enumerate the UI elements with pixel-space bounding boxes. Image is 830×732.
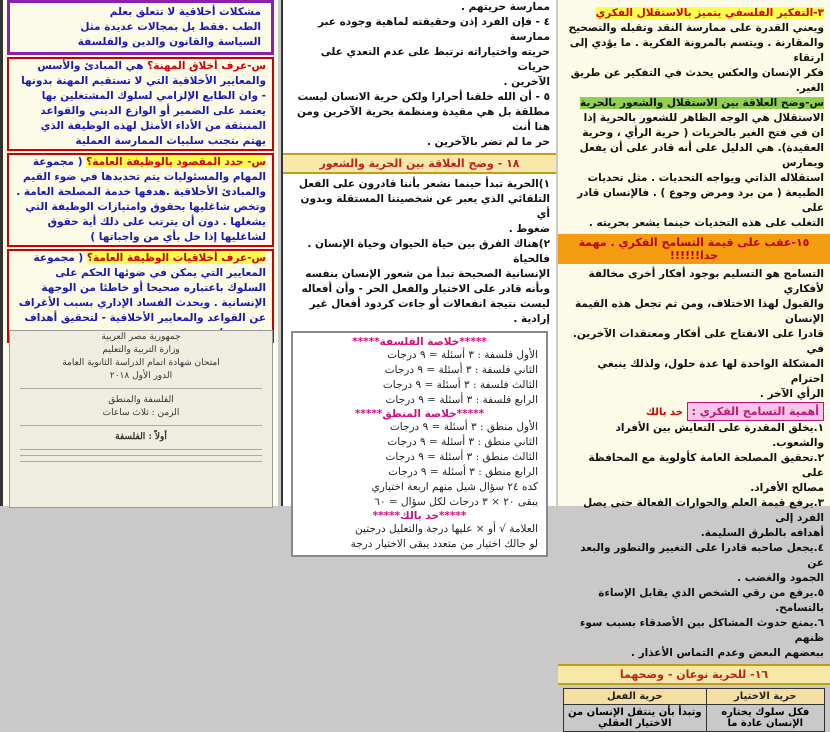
summary-title: *****خد بالك***** — [372, 510, 467, 522]
exam-line: الزمن : ثلاث ساعات — [102, 408, 180, 418]
importance-title: أهمية التسامح الفكري : — [687, 402, 824, 421]
public-job-ethics-box — [7, 249, 274, 343]
section-heading: ١٥-عقب على قيمة التسامح الفكري . مهمة جدا!!!!!! — [558, 234, 830, 264]
text-line: والمقارنة . ويتسم بالمرونة الفكرية . ما يؤدي إلى ارتقاء — [569, 37, 824, 64]
list-item: ٥.يرفع من رقي الشخص الذي يقابل الإساءة بالتسامح. — [598, 587, 824, 614]
column-right — [558, 0, 830, 729]
summary-line: الأول منطق : ٣ أسئلة = ٩ درجات — [389, 421, 538, 433]
exam-summary-box — [291, 331, 548, 557]
table-header-row — [564, 689, 825, 705]
section-heading: ٣-التفكير الفلسفي يتميز بالاستقلال الفكري — [595, 7, 824, 19]
divider — [20, 388, 262, 389]
list-item: مصالح الأفراد. — [750, 482, 824, 494]
text-line: حر ما لم تضر بالآخرين . — [426, 136, 550, 148]
importance-note: خد بالك — [645, 407, 683, 418]
note-line: مشكلات أخلاقية لا تتعلق بعلم — [109, 6, 261, 18]
table-cell: فكل سلوك يختاره الإنسان عادة ما — [706, 705, 824, 732]
summary-line: العلامة √ أو × عليها درجة والتعليل درجتين — [355, 523, 538, 535]
question-title: س- حدد المقصود بالوظيفة العامة؟ — [86, 156, 266, 168]
list-item: أهدافه بالطرق السليمة. — [700, 527, 824, 539]
divider — [20, 449, 262, 450]
answer-text: هي المبادئ والأسس والمعايير الأخلاقية التي لا تستقيم المهنة بدونها - وان الطابع الإلزامي لسلوك المشتغلين بها يعتمد على الضمير أو الوازع الديني والقواعد المنبثقة من الأداء الأمثل لهذه الوظيفة الذي يهتم بتجنب سلبيات الممارسة العملية — [21, 60, 266, 147]
summary-line: الثالث منطق : ٣ أسئلة = ٩ درجات — [385, 451, 538, 463]
text-line: قادرا على الانفتاح على أفكار ومعتقدات الآخرين. في — [572, 328, 824, 355]
text-line: ٢)هناك الفرق بين حياة الحيوان وحياة الإنسان . فالحياة — [307, 238, 550, 265]
divider — [20, 425, 262, 426]
table-cell: وتبدأ بأن ينتقل الإنسان من الاختيار العقلي — [564, 705, 707, 732]
list-item: ببعضهم البعض وعدم التماس الأعذار . — [630, 647, 824, 659]
list-item: ٦.يمنع حدوث المشاكل بين الأصدقاء بسبب سوء ظنهم — [580, 617, 824, 644]
question-title: س-عرف أخلاق المهنة؟ — [147, 60, 266, 72]
text-line: ممارسة حريتهم . — [460, 1, 550, 13]
exam-line: الفلسفة والمنطق — [108, 395, 174, 405]
exam-line: الدور الأول ٢٠١٨ — [109, 371, 173, 381]
text-line: مطلقة بل هي مقيدة ومنظمة بحرية الآخرين ومن هنا أنت — [296, 106, 550, 133]
text-line: ضغوط . — [508, 223, 550, 235]
ethics-note-box — [7, 0, 274, 55]
divider — [20, 455, 262, 456]
exam-line: جمهورية مصر العربية — [101, 332, 181, 342]
summary-line: الثاني منطق : ٣ أسئلة = ٩ درجات — [387, 436, 538, 448]
divider — [20, 461, 262, 462]
text-line: الإنسانية الصحيحة تبدأ من شعور الإنسان بنفسه — [305, 268, 550, 280]
list-item: ٢.تحقيق المصلحة العامة كأولوية مع المحافظة على — [588, 452, 824, 479]
text-line: الآخرين . — [503, 76, 550, 88]
section-heading: ١٦- للحرية نوعان - وضحهما — [558, 664, 830, 685]
summary-line: كده ٢٤ سؤال شيل منهم اربعة اختياري — [371, 481, 538, 493]
text-line: ١)الحرية تبدأ حينما نشعر بأننا قادرون على الفعل — [298, 178, 550, 190]
text-line: العقيدة). هي الدليل على أنه قادر على أن يفعل ويمارس — [579, 142, 824, 169]
text-line: فكر الإنسان والعكس يحدث في التفكير عن طريق الغير. — [570, 67, 824, 94]
freedom-types-table — [563, 688, 825, 732]
table-row — [564, 705, 825, 732]
column-middle — [281, 0, 556, 550]
summary-line: يبقى ٢٠ × ٣ درجات لكل سؤال = ٦٠ — [374, 496, 538, 508]
exam-line: وزارة التربية والتعليم — [102, 345, 180, 355]
text-line: والقبول لهذا الاختلاف، ومن ثم تجعل هذه القيمة الإنسان — [575, 298, 824, 325]
exam-line: امتحان شهادة اتمام الدراسة الثانوية العامة — [62, 358, 220, 368]
text-line: التسامح هو التسليم بوجود أفكار أخرى مخالفة لأفكاري — [588, 268, 824, 295]
text-line: استقلاله الذاتي ويواجه التحديات . مثل تحديات — [587, 172, 824, 184]
table-header: حرية الفعل — [564, 689, 707, 705]
summary-title: *****خلاصة الفلسفة***** — [352, 336, 487, 348]
column-left — [0, 0, 278, 506]
question-title: س-وضح العلاقة بين الاستقلال والشعور بالحرية — [580, 97, 824, 109]
text-line: الرأي الآخر . — [759, 388, 824, 400]
summary-line: الأول فلسفة : ٣ أسئلة = ٩ درجات — [387, 349, 538, 361]
list-item: ٤.يجعل صاحبه قادرا على التغيير والتطور والبعد عن — [580, 542, 824, 569]
section-heading: ١٨ - وضح العلاقة بين الحرية والشعور — [283, 153, 556, 174]
text-line: التغلب على هذه التحديات حينما يشعر بحريته . — [588, 217, 824, 229]
note-line: الطب .فقط بل بمجالات عديدة مثل — [80, 21, 261, 33]
public-job-box — [7, 153, 274, 247]
list-item: ١.يخلق المقدرة على التعايش بين الأفراد والشعوب. — [615, 422, 824, 449]
table-header: حرية الاختيار — [706, 689, 824, 705]
answer-text: ( مجموعة المعايير التي يمكن في ضوئها الحكم على السلوك باعتباره صحيحا أو خاطئا من الوجهة الإنسانية . ويحدث الفساد الإداري بسبب الأغراف عن القواعد والمعايير الأخلاقية - لتحقيق أهداف — [18, 252, 266, 324]
question-title: س-عرف أخلاقيات الوظيفة العامة؟ — [86, 252, 266, 264]
summary-line: الثالث فلسفة : ٣ أسئلة = ٩ درجات — [382, 379, 538, 391]
text-line: ليست نتيجة انفعالات أو جاءت كردود أفعال غير إرادية . — [309, 298, 550, 325]
professional-ethics-box — [7, 57, 274, 151]
note-line: السياسة والقانون والدين والفلسفة — [77, 36, 261, 48]
text-line: التلقائي الذي يعبر عن شخصيتنا المستقلة وبدون أي — [300, 193, 550, 220]
text-line: المشكلة الواحدة لها عدة حلول، ولذلك ينبغي احترام — [597, 358, 824, 385]
text-line: ٥ - أن الله خلقنا أحرارا ولكن حرية الانسان ليست — [297, 91, 550, 103]
summary-title: *****خلاصة المنطق***** — [354, 408, 485, 420]
summary-line: الثاني فلسفة : ٣ أسئلة = ٩ درجات — [384, 364, 538, 376]
list-item: الجمود والغضب . — [737, 572, 824, 584]
summary-line: الرابع فلسفة : ٣ أسئلة = ٩ درجات — [385, 394, 538, 406]
text-line: الاستقلال هي الوجه الظاهر للشعور بالحرية إذا — [583, 112, 824, 124]
text-line: ويعني القدرة على ممارسة النقد وتقبله والتصحيح — [568, 22, 824, 34]
text-line: الطبيعة ( من برد ومرض وجوع ) . فالإنسان قادر على — [577, 187, 824, 214]
summary-line: الرابع منطق : ٣ أسئلة = ٩ درجات — [388, 466, 538, 478]
summary-line: لو جالك اختيار من متعدد يبقى الاختيار درجة — [350, 538, 538, 550]
list-item: ٣.يرفع قيمة العلم والحوارات الفعالة حتى يصل الفرد إلى — [583, 497, 824, 524]
text-line: ان في فتح الغير بالحريات ( حرية الرأي ، وحرية — [582, 127, 824, 139]
exam-paper-photo — [9, 330, 273, 508]
text-line: ٤ - فإن الفرد إذن وحقيقته لماهية وجوده عبر ممارسة — [317, 16, 550, 43]
text-line: حريته واختياراته ترتبط على عدم التعدي على حريات — [320, 46, 550, 73]
exam-line: أولاً : الفلسفة — [115, 432, 167, 442]
text-line: وبأنه قادر على الاختيار والفعل الحر - وأن أفعاله — [301, 283, 550, 295]
answer-text: ( مجموعة المهام والمسئوليات يتم تحديدها في ضوء القيم والمبادئ الأخلاقية .هدفها خدمة المصلحة العامة . وتخص شاغليها بحقوق وامتيازات الوظيفة التي يشغلها . دون أن يترتب على ذلك أية حقوق لشاغليها إذا خل بأي من واجباتها ) — [16, 156, 266, 243]
